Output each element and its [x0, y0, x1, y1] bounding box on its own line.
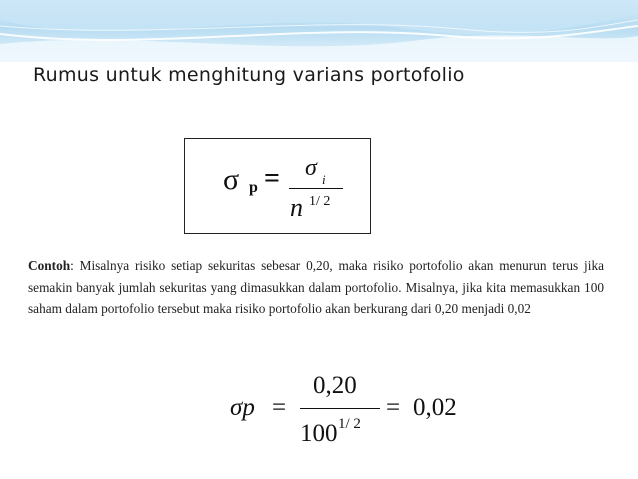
example-formula-denominator: 100 — [300, 420, 338, 447]
example-text: : Misalnya risiko setiap sekuritas sebesar 0,20, maka risiko portofolio akan menurun terus jika semakin banyak jumlah sekuritas yang dimasukkan dalam portofolio. Misalnya, jika kita memasukkan 100 saham dalam portofolio tersebut maka risiko portofolio akan berkurang dari 0,20 menjadi 0,02 — [28, 258, 604, 316]
formula-equals: = — [264, 163, 280, 194]
formula-fraction-bar — [289, 188, 343, 189]
formula-lhs-subscript: p — [249, 179, 258, 196]
example-formula-exponent: 1/ 2 — [338, 416, 361, 432]
formula-numerator-sigma: σ — [305, 155, 317, 181]
example-paragraph — [28, 255, 604, 320]
example-formula-equals-2: = — [386, 394, 401, 421]
formula-denominator-n: n — [290, 193, 303, 222]
example-formula-lhs: σp — [230, 394, 255, 421]
formula-denominator-exponent: 1/ 2 — [309, 194, 331, 209]
slide-title: Rumus untuk menghitung varians portofolio — [33, 64, 465, 86]
formula-lhs-sigma: σ — [223, 163, 240, 196]
formula-numerator-subscript: i — [322, 172, 326, 187]
formula-box — [184, 138, 371, 234]
example-lead-label: Contoh — [28, 258, 71, 273]
example-formula-result: 0,02 — [413, 394, 457, 421]
example-formula-equals-1: = — [272, 394, 287, 421]
header-decoration — [0, 0, 638, 62]
header-wave-graphic — [0, 0, 638, 62]
example-fraction-bar — [300, 408, 380, 409]
example-formula-numerator: 0,20 — [313, 372, 357, 399]
